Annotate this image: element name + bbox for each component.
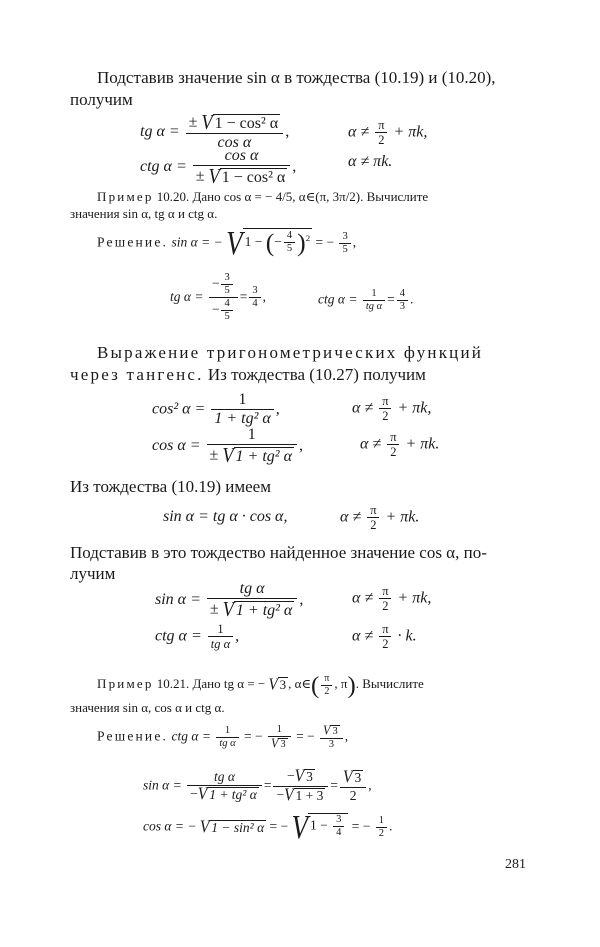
eq1-cond-pre: α ≠ bbox=[348, 123, 370, 141]
eq6-radicand: 1 + tg² α bbox=[235, 602, 293, 620]
eq7-condition bbox=[352, 622, 417, 652]
example2-int-post: , π bbox=[334, 676, 348, 691]
solution2-sin: sin α = $\frac{\text{tg α}}{\text{−V 1 + tg² α}}$ = $\frac{-V 3}{-V 1 + 3}$ = $\frac{V 3}{2}$ , bbox=[143, 766, 372, 806]
solution1-tg-den-den: 5 bbox=[224, 311, 230, 323]
eq6-den-sign: ± bbox=[209, 600, 219, 618]
eq7-cond-post: · k. bbox=[397, 627, 417, 645]
example2-int-den: 2 bbox=[324, 685, 330, 697]
solution2-ctg-mid: = − bbox=[244, 728, 263, 744]
solution2-sin-res-den: 2 bbox=[349, 788, 357, 804]
eq5-condition bbox=[340, 503, 419, 533]
eq2-fraction bbox=[193, 147, 291, 188]
eq6-cond-den: 2 bbox=[382, 599, 389, 614]
eq2-radical: V 1 − cos² α bbox=[208, 164, 286, 188]
solution2-sin-den-rad: 1 + tg² α bbox=[209, 786, 257, 802]
example2-interval-frac bbox=[321, 673, 332, 697]
eq3-den: 1 + tg² α bbox=[214, 410, 271, 428]
eq6-fraction bbox=[207, 580, 297, 621]
eq1-lhs: tg α = bbox=[140, 123, 180, 141]
eq4-den-sign: ± bbox=[209, 446, 219, 464]
eq6-cond-pre: α ≠ bbox=[352, 589, 374, 607]
equation-cos-via-tg: cos α = $\frac{1}{\text{± V 1 + tg² α}}$ , bbox=[152, 426, 303, 467]
eq5-cond-frac bbox=[367, 503, 379, 533]
eq4-condition bbox=[360, 430, 439, 460]
text-substitute-line-2: лучим bbox=[70, 564, 116, 583]
solution1-tg-fraction bbox=[209, 272, 238, 323]
solution2-sin-den-sign: − bbox=[190, 785, 198, 801]
equation-sin-via-tg: sin α = $\frac{\text{tg α}}{\text{± V 1 + tg² α}}$ , bbox=[155, 580, 304, 621]
example-10-20 bbox=[97, 189, 428, 205]
eq1-den: cos α bbox=[217, 134, 252, 152]
eq1-cond-frac bbox=[375, 118, 387, 148]
eq7-num: 1 bbox=[208, 622, 233, 637]
eq2-radicand: 1 − cos² α bbox=[221, 169, 286, 187]
solution2-cos-rad2: V 1 − $\frac{3}{4}$ bbox=[292, 812, 349, 843]
section-text: Из тождества (10.27) получим bbox=[207, 365, 426, 384]
eq1-cond-den: 2 bbox=[378, 133, 385, 148]
solution1-sin: Решение. sin α = − V 1 − (− $\frac{4}{5}$ )$^2$ = − $\frac{3}{5}$ , bbox=[97, 224, 357, 262]
eq4-cond-num: π bbox=[387, 430, 399, 445]
eq3-num: 1 bbox=[211, 391, 273, 410]
solution1-sin-frac-num: 4 bbox=[284, 230, 295, 243]
solution2-sin-lhs: sin α = bbox=[143, 777, 182, 793]
solution2-cos-result bbox=[376, 815, 387, 840]
solution2-ctg: Решение. ctg α = $\frac{1}{\text{tg α}}$ = − $\frac{1}{V 3}$ = − $\frac{V 3}{3}$ , bbox=[97, 721, 349, 752]
solution1-ctg-frac bbox=[363, 288, 385, 313]
eq6-cond-frac bbox=[379, 584, 391, 614]
solution2-ctg-frac bbox=[216, 725, 238, 750]
eq7-fraction bbox=[208, 622, 233, 652]
solution1-sin-lhs: sin α = − bbox=[171, 234, 223, 250]
solution1-sin-res-num: 3 bbox=[339, 231, 350, 244]
equation-cos-squared: cos² α = $\frac{1}{\text{1 + tg² α}}$ , bbox=[152, 391, 280, 428]
solution2-cos-rad2-den: 4 bbox=[336, 827, 342, 839]
eq3-cond-pre: α ≠ bbox=[352, 399, 374, 417]
solution1-ctg-num: 1 bbox=[363, 288, 385, 301]
solution1-tg-num-sign: − bbox=[211, 275, 220, 291]
eq6-lhs: sin α = bbox=[155, 591, 201, 609]
example2-int-num: π bbox=[321, 673, 332, 686]
solution2-sin-mid-num-sign: − bbox=[287, 768, 295, 784]
solution2-cos-res-num: 1 bbox=[376, 815, 387, 828]
solution2-label: Решение. bbox=[97, 728, 169, 744]
solution2-sin-mid-den-rad: 1 + 3 bbox=[295, 787, 324, 803]
eq2-den-sign: ± bbox=[195, 167, 205, 185]
solution1-ctg-res-num: 4 bbox=[397, 288, 408, 301]
solution1-sin-rhs: = − bbox=[315, 234, 335, 250]
solution2-ctg-result: $\frac{V 3}{3}$ bbox=[320, 724, 343, 751]
example2-text2: значения sin α, cos α и ctg α. bbox=[70, 700, 225, 715]
eq3-cond-num: π bbox=[379, 394, 391, 409]
solution2-ctg-mid-num: 1 bbox=[268, 724, 291, 737]
solution1-ctg-res-den: 3 bbox=[399, 301, 406, 313]
solution1-sin-result bbox=[339, 231, 350, 256]
solution2-ctg-mid-rad: 3 bbox=[280, 739, 286, 751]
section-heading-2: через тангенс. bbox=[70, 365, 204, 384]
eq1-num-sign: ± bbox=[188, 113, 198, 131]
solution2-cos-rad1-content: 1 − sin² α bbox=[211, 819, 265, 835]
eq3-cond-post: + πk, bbox=[397, 399, 432, 417]
solution2-cos-lhs: cos α = − bbox=[143, 818, 197, 834]
solution1-sin-frac-den: 5 bbox=[286, 243, 293, 255]
eq4-cond-den: 2 bbox=[390, 445, 397, 460]
solution1-tg-num-frac bbox=[221, 272, 232, 297]
example1-label: Пример bbox=[97, 189, 154, 204]
intro-line-2: получим bbox=[70, 90, 133, 109]
solution2-sin-num: tg α bbox=[187, 769, 262, 786]
eq4-fraction bbox=[207, 426, 297, 467]
solution1-tg-result bbox=[249, 285, 260, 310]
equation-ctg-via-tg: ctg α = $\frac{1}{\text{tg α}}$ , bbox=[155, 622, 240, 652]
solution2-sin-mid-den-sign: − bbox=[276, 786, 285, 802]
solution1-tg-res-num: 3 bbox=[249, 285, 260, 298]
eq7-cond-frac bbox=[379, 622, 391, 652]
solution1-tg-den-sign: − bbox=[211, 301, 220, 317]
eq1-radicand: 1 − cos² α bbox=[214, 115, 279, 132]
eq7-den: tg α bbox=[210, 637, 231, 652]
equation-tg-via-cos: tg α = $\frac{\text{± V 1 − cos² α}}{\text{cos α}}$ , bbox=[140, 110, 290, 152]
eq3-fraction bbox=[211, 391, 273, 429]
example2-radicand: 3 bbox=[279, 676, 287, 692]
eq7-cond-den: 2 bbox=[382, 637, 389, 652]
eq7-cond-num: π bbox=[379, 622, 391, 637]
solution1-tg-num-den: 5 bbox=[224, 285, 230, 297]
solution1-tg-den-frac bbox=[221, 298, 232, 323]
solution1-sin-frac bbox=[284, 230, 295, 255]
eq5-cond-post: + πk. bbox=[385, 508, 420, 526]
solution1-tg-num-num: 3 bbox=[221, 272, 232, 285]
section-heading-line-2 bbox=[70, 365, 426, 385]
solution2-ctg-mid-frac: $\frac{1}{V 3}$ bbox=[268, 724, 291, 751]
eq3-cond-den: 2 bbox=[382, 409, 389, 424]
eq7-cond-pre: α ≠ bbox=[352, 627, 374, 645]
eq2-condition: α ≠ πk. bbox=[348, 153, 393, 170]
equation-ctg-via-cos: ctg α = $\frac{\text{cos α}}{\text{± V 1 − cos² α}}$ , bbox=[140, 147, 297, 188]
text-from-identity: Из тождества (10.19) имеем bbox=[70, 477, 271, 496]
eq6-cond-post: + πk, bbox=[397, 589, 432, 607]
solution1-ctg-result bbox=[397, 288, 408, 313]
intro-line-1: Подставив значение sin α в тождества (10.19) и (10.20), bbox=[97, 68, 496, 87]
solution2-ctg-res-rad: 3 bbox=[332, 726, 338, 737]
example1-text2: значения sin α, tg α и ctg α. bbox=[70, 206, 218, 221]
example-10-21: Пример 10.21. Дано tg α = − V 3 , α∈( $\frac{\pi}{2}$ , π). Вычислите bbox=[97, 672, 424, 699]
solution2-cos-rad2-pre: 1 − bbox=[310, 818, 328, 833]
solution2-sin-result: $\frac{V 3}{2}$ bbox=[340, 769, 366, 803]
eq6-radical: V 1 + tg² α bbox=[222, 597, 293, 621]
solution1-tg-den-num: 4 bbox=[221, 298, 232, 311]
eq4-radicand: 1 + tg² α bbox=[235, 448, 292, 466]
solution1-sin-rad-pre: 1 − bbox=[244, 234, 263, 249]
solution2-ctg-num: 1 bbox=[216, 725, 238, 738]
solution2-cos-rad1: V 1 − sin² α bbox=[199, 817, 265, 837]
solution2-sin-frac: $\frac{\text{tg α}}{\text{−V 1 + tg² α}}$ bbox=[187, 769, 262, 803]
solution2-cos-rad2-frac bbox=[333, 814, 344, 839]
eq3-lhs: cos² α = bbox=[152, 400, 206, 418]
solution2-cos-res-den: 2 bbox=[378, 828, 385, 839]
eq5-cond-den: 2 bbox=[370, 518, 377, 533]
eq5-cond-num: π bbox=[367, 503, 379, 518]
eq4-lhs: cos α = bbox=[152, 437, 201, 455]
eq6-cond-num: π bbox=[379, 584, 391, 599]
solution2-cos-rad2-num: 3 bbox=[333, 814, 344, 827]
solution1-tg-res-den: 4 bbox=[252, 298, 258, 310]
solution2-cos-res-pre: = − bbox=[351, 818, 371, 834]
eq4-cond-post: + πk. bbox=[405, 435, 440, 453]
text-substitute-line-1: Подставив в это тождество найденное значение cos α, по- bbox=[70, 543, 487, 562]
example2-radical: V 3 bbox=[268, 675, 287, 694]
example2-text-mid: , α∈ bbox=[288, 676, 312, 691]
example2-text-post: . Вычислите bbox=[355, 676, 424, 691]
solution2-ctg-lhs: ctg α = bbox=[171, 728, 211, 744]
solution1-ctg: ctg α = $\frac{1}{\text{tg α}}$ = $\frac{4}{3}$ . bbox=[318, 288, 414, 313]
eq3-cond-frac bbox=[379, 394, 391, 424]
solution1-ctg-den: tg α bbox=[365, 301, 383, 313]
solution1-tg-lhs: tg α = bbox=[170, 288, 204, 304]
example2-label: Пример bbox=[97, 676, 154, 691]
equation-sin-product: sin α = tg α · cos α, bbox=[163, 508, 288, 525]
eq4-cond-frac bbox=[387, 430, 399, 460]
eq2-num: cos α bbox=[193, 147, 291, 166]
solution2-cos: cos α = − V 1 − sin² α = − V 1 − $\frac{3}{4}$ = − $\frac{1}{2}$ . bbox=[143, 808, 393, 846]
eq5-cond-pre: α ≠ bbox=[340, 508, 362, 526]
solution1-ctg-lhs: ctg α = bbox=[318, 291, 358, 307]
eq6-condition bbox=[352, 584, 431, 614]
eq3-condition bbox=[352, 394, 431, 424]
eq2-lhs: ctg α = bbox=[140, 158, 187, 176]
solution2-sin-res-rad: 3 bbox=[354, 770, 362, 786]
page-number: 281 bbox=[505, 857, 526, 872]
section-heading: Выражение тригонометрических функций bbox=[97, 343, 484, 362]
solution2-sin-mid-frac: $\frac{-V 3}{-V 1 + 3}$ bbox=[273, 768, 328, 805]
solution1-sin-radical: V 1 − (− $\frac{4}{5}$ )$^2$ bbox=[226, 224, 311, 262]
eq4-radical: V 1 + tg² α bbox=[222, 443, 292, 467]
eq1-condition bbox=[348, 118, 427, 148]
solution1-tg: tg α = − $\frac{3}{5}$ − $\frac{4}{5}$ = $\frac{3}{4}$ , bbox=[170, 272, 266, 323]
solution2-cos-mid: = − bbox=[269, 818, 289, 834]
eq1-radical: V 1 − cos² α bbox=[201, 110, 279, 134]
solution1-sin-res-den: 5 bbox=[342, 244, 348, 255]
solution2-ctg-res-pre: = − bbox=[296, 728, 315, 744]
eq4-cond-pre: α ≠ bbox=[360, 435, 382, 453]
solution1-label: Решение. bbox=[97, 234, 169, 250]
eq6-num: tg α bbox=[207, 580, 297, 599]
solution2-ctg-res-den: 3 bbox=[328, 739, 334, 751]
eq1-cond-num: π bbox=[375, 118, 387, 133]
solution2-sin-mid-num-rad: 3 bbox=[306, 769, 313, 784]
example2-text-pre: 10.21. Дано tg α = − bbox=[156, 676, 266, 691]
eq4-num: 1 bbox=[207, 426, 297, 445]
eq1-cond-post: + πk, bbox=[393, 123, 428, 141]
example1-text: 10.20. Дано cos α = − 4/5, α∈(π, 3π/2). Вычислите bbox=[156, 189, 429, 204]
eq7-lhs: ctg α = bbox=[155, 627, 202, 645]
solution2-ctg-den: tg α bbox=[219, 738, 236, 750]
